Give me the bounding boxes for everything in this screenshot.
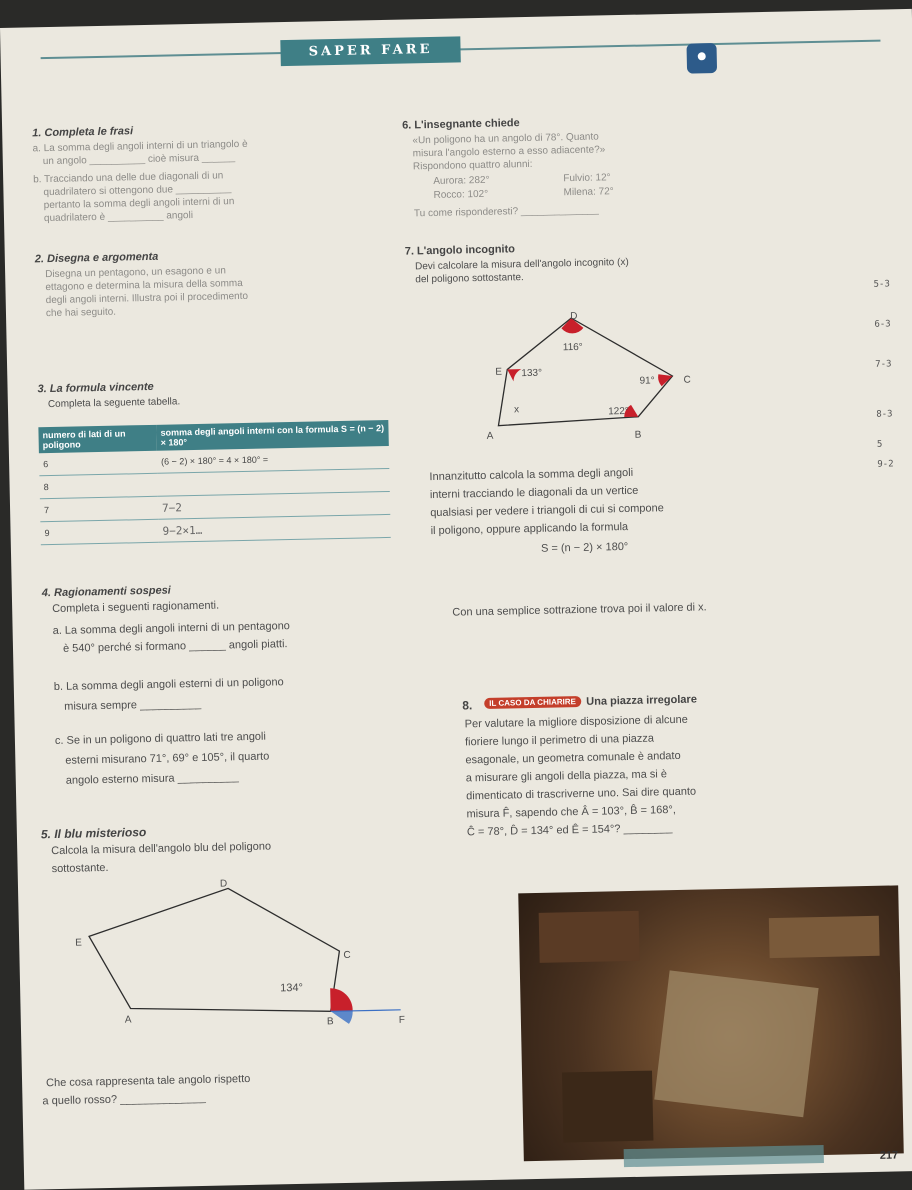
s3-title: 3. La formula vincente (37, 380, 154, 396)
s7-formula: S = (n − 2) × 180° (540, 540, 629, 555)
fig7-angle-133: 133° (521, 367, 543, 380)
table-header-sum: somma degli angoli interni con la formula S = (n − 2) × 180° (156, 420, 388, 451)
margin-note: 7-3 (875, 359, 892, 370)
table-cell[interactable]: 9−2×1… (158, 514, 390, 542)
s5-q1: Che cosa rappresenta tale angolo rispetto (45, 1072, 251, 1090)
s6-rocco: Rocco: 102° (433, 188, 489, 201)
s8-number: 8. (462, 698, 473, 713)
s4-a: a. La somma degli angoli interni di un pentagono (52, 620, 290, 638)
fig7-unknown-x: x (513, 404, 520, 416)
s4-b: b. La somma degli angoli esterni di un poligono (53, 676, 284, 694)
table-cell: 9 (40, 519, 158, 544)
s8-l7[interactable]: Ĉ = 78°, D̂ = 134° ed Ê = 154°? ________ (466, 822, 673, 839)
fig5-label-a: A (124, 1014, 132, 1026)
s2-l1: Disegna un pentagono, un esagono e un (45, 265, 226, 281)
fig5-label-f: F (398, 1014, 406, 1026)
s8-l1: Per valutare la migliore disposizione di alcune (464, 713, 688, 731)
aerial-piazza-photo (518, 885, 904, 1161)
s7-p1: Innanzitutto calcola la somma degli angoli (429, 466, 634, 484)
s1-b2: quadrilatero si ottengono due __________ (43, 183, 232, 199)
s4-c2: esterni misurano 71°, 69° e 105°, il quarto (65, 750, 270, 767)
s2-title: 2. Disegna e argomenta (34, 250, 159, 266)
s6-title: 6. L'insegnante chiede (402, 117, 520, 132)
s6-aurora: Aurora: 282° (433, 174, 490, 187)
hexagon-figure (78, 875, 411, 1032)
page-number: 217 (879, 1149, 899, 1162)
table-header-sides: numero di lati di un poligono (38, 425, 157, 453)
s3-sub: Completa la seguente tabella. (47, 396, 181, 411)
section-banner: SAPER FARE (280, 36, 461, 66)
margin-note: 5-3 (873, 279, 890, 290)
fig5-angle-134: 134° (280, 981, 304, 995)
s5-title: 5. Il blu misterioso (40, 825, 147, 842)
s1-b3: pertanto la somma degli angoli interni di un (43, 196, 235, 212)
s5-l2: sottostante. (51, 861, 109, 876)
footer-bar (624, 1145, 824, 1167)
s1-a2: un angolo __________ cioè misura ______ (42, 152, 236, 168)
s2-l4: che hai seguito. (45, 306, 117, 320)
s8-l4: a misurare gli angoli della piazza, ma si è (465, 768, 668, 785)
s7-title: 7. L'angolo incognito (404, 243, 516, 258)
s5-l1: Calcola la misura dell'angolo blu del poligono (51, 840, 272, 858)
textbook-page (0, 9, 912, 1190)
s1-a: a. La somma degli angoli interni di un triangolo è (32, 138, 248, 155)
margin-note: 8-3 (876, 409, 893, 420)
fig7-label-d: D (570, 310, 578, 323)
s4-a2[interactable]: è 540° perché si formano ______ angoli piatti. (62, 638, 288, 655)
formula-table (38, 420, 390, 545)
s6-fulvio: Fulvio: 12° (563, 172, 611, 185)
margin-note: 5 (876, 439, 883, 450)
s4-c: c. Se in un poligono di quattro lati tre angoli (54, 730, 267, 748)
s7-p4: il poligono, oppure applicando la formula (430, 520, 629, 538)
s6-l2: misura l'angolo esterno a esso adiacente?» (412, 144, 606, 160)
s7-p2: interni tracciando le diagonali da un vertice (429, 484, 639, 502)
fig7-angle-91: 91° (639, 375, 655, 387)
s8-l6: misura F̂, sapendo che Â = 103°, B̂ = 168°, (466, 804, 677, 821)
s7-l2: del poligono sottostante. (415, 272, 524, 286)
dice-icon (686, 43, 717, 74)
s1-b: b. Tracciando una delle due diagonali di un (33, 170, 224, 186)
fig5-label-d: D (219, 878, 228, 890)
s4-b2[interactable]: misura sempre __________ (64, 697, 202, 713)
fig5-label-b: B (326, 1016, 334, 1028)
s1-title: 1. Completa le frasi (32, 125, 134, 140)
fig5-label-e: E (75, 937, 82, 949)
s1-b4: quadrilatero è __________ angoli (43, 210, 194, 225)
fig7-label-a: A (486, 430, 494, 442)
s2-l3: degli angoli interni. Illustra poi il procedimento (45, 290, 249, 307)
fig7-angle-116: 116° (562, 341, 583, 354)
s7-l1: Devi calcolare la misura dell'angolo incognito (x) (414, 256, 629, 273)
margin-note: 9-2 (877, 459, 894, 470)
s8-l2: fioriere lungo il perimetro di una piazza (464, 732, 655, 749)
s6-question[interactable]: Tu come risponderesti? ______________ (413, 204, 599, 220)
s8-l3: esagonale, un geometra comunale è andato (465, 749, 681, 767)
fig5-label-c: C (343, 949, 351, 962)
table-cell: 6 (39, 451, 157, 476)
s4-sub: Completa i seguenti ragionamenti. (52, 599, 220, 616)
fig7-angle-122: 122° (608, 405, 629, 418)
s4-c3[interactable]: angolo esterno misura __________ (65, 771, 239, 787)
s7-p3: qualsiasi per vedere i triangoli di cui si compone (430, 502, 664, 520)
fig7-label-b: B (634, 429, 642, 441)
s6-l3: Rispondono quattro alunni: (412, 158, 533, 173)
s6-l1: «Un poligono ha un angolo di 78°. Quanto (412, 131, 599, 147)
fig7-label-c: C (683, 374, 691, 386)
pentagon-figure (476, 303, 709, 438)
fig7-label-e: E (495, 366, 503, 378)
case-badge: IL CASO DA CHIARIRE (484, 696, 581, 709)
s4-title: 4. Ragionamenti sospesi (41, 584, 171, 600)
s7-p5: Con una semplice sottrazione trova poi il valore di x. (452, 601, 707, 619)
s8-title: Una piazza irregolare (586, 693, 697, 708)
margin-note: 6-3 (874, 319, 891, 330)
s8-l5: dimenticato di trascriverne uno. Sai dire quanto (466, 785, 697, 803)
table-cell[interactable]: (6 − 2) × 180° = 4 × 180° = (157, 446, 389, 473)
s6-milena: Milena: 72° (563, 186, 614, 199)
table-cell: 8 (39, 473, 157, 498)
table-cell: 7 (40, 496, 158, 521)
s2-l2: ettagono e determina la misura della somma (45, 277, 243, 294)
s5-q2[interactable]: a quello rosso? ______________ (42, 1091, 206, 1108)
table-cell[interactable]: 7−2 (158, 491, 390, 519)
